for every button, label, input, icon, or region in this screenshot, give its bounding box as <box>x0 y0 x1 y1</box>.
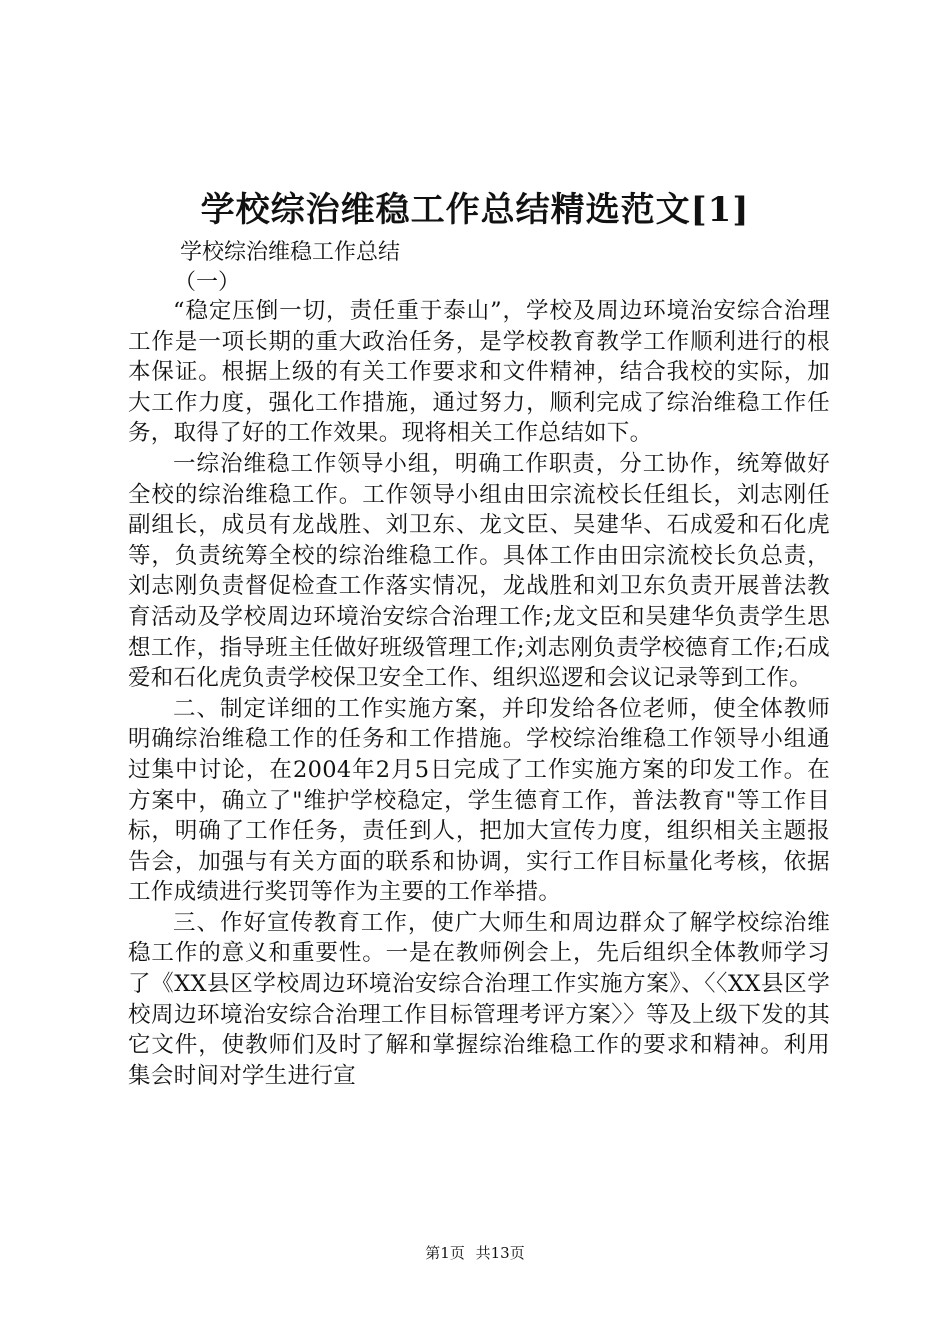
document-body <box>128 296 830 1091</box>
paragraph-publicity-education: 三、作好宣传教育工作，使广大师生和周边群众了解学校综治维稳工作的意义和重要性。一是在教师例会上，先后组织全体教师学习了《XX县区学校周边环境治安综合治理工作实施方案》、〈〈XX县区学校周边环境治安综合治理工作目标管理考评方案〉〉等及上级下发的其它文件，使教师们及时了解和掌握综治维稳工作的要求和精神。利用集会时间对学生进行宣 <box>128 909 830 1089</box>
page-footer <box>0 1243 950 1263</box>
document-subtitle: 学校综治维稳工作总结 <box>180 240 401 265</box>
paragraph-intro: “稳定压倒一切，责任重于泰山”，学校及周边环境治安综合治理工作是一项长期的重大政治任务，是学校教育教学工作顺利进行的根本保证。根据上级的有关工作要求和文件精神，结合我校的实际，加大工作力度，强化工作措施，通过努力，顺利完成了综治维稳工作任务，取得了好的工作效果。现将相关工作总结如下。 <box>128 298 830 447</box>
document-title: 学校综治维稳工作总结精选范文[1] <box>200 190 750 230</box>
page-total: 共13页 <box>475 1244 525 1262</box>
section-number: （一） <box>174 270 241 295</box>
paragraph-leadership-group: 一综治维稳工作领导小组，明确工作职责，分工协作，统筹做好全校的综治维稳工作。工作领导小组由田宗流校长任组长，刘志刚任副组长，成员有龙战胜、刘卫东、龙文臣、吴建华、石成爱和石化虎等，负责统筹全校的综治维稳工作。具体工作由田宗流校长负总责，刘志刚负责督促检查工作落实情况，龙战胜和刘卫东负责开展普法教育活动及学校周边环境治安综合治理工作;龙文臣和吴建华负责学生思想工作，指导班主任做好班级管理工作;刘志刚负责学校德育工作;石成爱和石化虎负责学校保卫安全工作、组织巡逻和会议记录等到工作。 <box>128 450 830 692</box>
paragraph-implementation-plan: 二、制定详细的工作实施方案，并印发给各位老师，使全体教师明确综治维稳工作的任务和工作措施。学校综治维稳工作领导小组通过集中讨论，在2004年2月5日完成了工作实施方案的印发工作。在方案中，确立了"维护学校稳定，学生德育工作，普法教育"等工作目标，明确了工作任务，责任到人，把加大宣传力度，组织相关主题报告会，加强与有关方面的联系和协调，实行工作目标量化考核，依据工作成绩进行奖罚等作为主要的工作举措。 <box>128 695 830 906</box>
page-number: 第1页 <box>425 1244 465 1262</box>
